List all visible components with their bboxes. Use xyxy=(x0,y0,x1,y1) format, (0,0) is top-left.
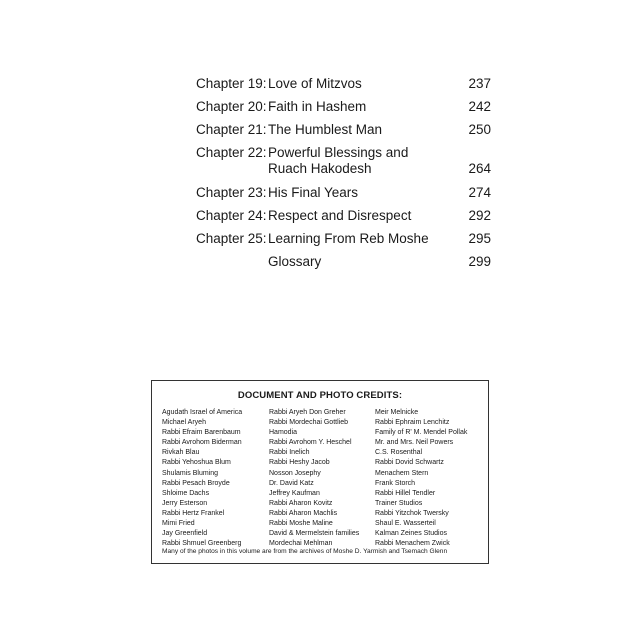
credit-name: Rabbi Aharon Machlis xyxy=(269,509,338,517)
photo-credits-box xyxy=(151,380,489,564)
credit-name: Rabbi Yitzchok Twersky xyxy=(375,509,449,517)
credit-name: Rabbi Yehoshua Blum xyxy=(162,459,231,467)
page-number: 250 xyxy=(468,122,491,137)
credit-name: Shaul E. Wasserteil xyxy=(375,520,436,528)
credit-name: Rabbi Ephraim Lenchitz xyxy=(375,419,450,427)
chapter-number: Chapter 25: xyxy=(196,231,267,246)
page-number: 295 xyxy=(468,231,491,246)
credits-heading: DOCUMENT AND PHOTO CREDITS: xyxy=(237,390,403,401)
credit-name: Rabbi Moshe Maline xyxy=(269,520,333,528)
credit-name: Menachem Stern xyxy=(375,469,429,477)
page-number: 299 xyxy=(468,254,491,269)
credit-name: C.S. Rosenthal xyxy=(375,449,423,457)
credit-name: Mimi Fried xyxy=(162,520,195,528)
credits-column-2 xyxy=(269,408,359,549)
chapter-title: Learning From Reb Moshe xyxy=(268,231,429,246)
credit-name: Shulamis Bluming xyxy=(162,469,219,477)
toc-entry-chapter-22 xyxy=(0,141,643,181)
credit-name: David & Mermelstein families xyxy=(269,530,360,538)
credit-name: Rabbi Inelich xyxy=(269,449,310,457)
chapter-title: Faith in Hashem xyxy=(268,99,367,114)
credit-name: Dr. David Katz xyxy=(269,479,314,487)
toc-entry-glossary xyxy=(0,250,643,273)
chapter-title: Glossary xyxy=(268,254,322,269)
page-number: 242 xyxy=(468,99,491,114)
credit-name: Rabbi Avrohom Biderman xyxy=(162,439,242,447)
credit-name: Family of R' M. Mendel Pollak xyxy=(375,429,468,437)
credit-name: Rabbi Heshy Jacob xyxy=(269,459,330,467)
credits-footnote: Many of the photos in this volume are from the archives of Moshe D. Yarmish and Tsemach Glenn xyxy=(162,548,448,555)
credit-name: Rabbi Aryeh Don Greher xyxy=(269,409,346,416)
chapter-number: Chapter 20: xyxy=(196,99,267,114)
credits-column-1 xyxy=(162,408,242,549)
chapter-title: Powerful Blessings and Ruach Hakodesh xyxy=(268,145,409,176)
credit-name: Rabbi Dovid Schwartz xyxy=(375,459,444,467)
credit-name: Kalman Zeines Studios xyxy=(375,530,447,538)
chapter-number: Chapter 23: xyxy=(196,185,267,200)
credit-name: Jay Greenfield xyxy=(162,530,208,538)
toc-entry-chapter-19 xyxy=(0,72,643,95)
credit-name: Agudath Israel of America xyxy=(162,409,243,416)
credit-name: Rabbi Mordechai Gottlieb xyxy=(269,419,348,427)
chapter-title: Respect and Disrespect xyxy=(268,208,412,223)
chapter-title: Love of Mitzvos xyxy=(268,76,362,91)
credit-name: Frank Storch xyxy=(375,479,416,487)
credit-name: Rabbi Menachem Zwick xyxy=(375,540,450,548)
page-number: 274 xyxy=(468,185,491,200)
toc-entry-chapter-24 xyxy=(0,204,643,227)
page-number: 237 xyxy=(468,76,491,91)
table-of-contents xyxy=(0,72,643,273)
page-number: 292 xyxy=(468,208,491,223)
credit-name: Hamodia xyxy=(269,429,298,437)
page-number: 264 xyxy=(468,161,491,176)
chapter-title: His Final Years xyxy=(268,185,359,200)
credit-name: Rabbi Aharon Kovitz xyxy=(269,499,333,507)
chapter-number: Chapter 19: xyxy=(196,76,267,91)
credit-name: Rabbi Hertz Frankel xyxy=(162,509,225,517)
chapter-number: Chapter 24: xyxy=(196,208,267,223)
chapter-number: Chapter 22: xyxy=(196,145,267,160)
credit-name: Jerry Esterson xyxy=(162,499,208,507)
credits-column-3 xyxy=(375,408,467,549)
credit-name: Rabbi Shmuel Greenberg xyxy=(162,540,242,548)
credit-name: Mr. and Mrs. Neil Powers xyxy=(375,439,454,447)
toc-entry-chapter-23 xyxy=(0,181,643,204)
toc-entry-chapter-20 xyxy=(0,95,643,118)
chapter-title: The Humblest Man xyxy=(268,122,383,137)
credit-name: Trainer Studios xyxy=(375,499,423,507)
chapter-number: Chapter 21: xyxy=(196,122,267,137)
credit-name: Rabbi Avrohom Y. Heschel xyxy=(269,439,352,447)
credit-name: Michael Aryeh xyxy=(162,419,206,427)
credit-name: Rabbi Efraim Barenbaum xyxy=(162,429,241,437)
credit-name: Jeffrey Kaufman xyxy=(269,489,320,497)
credit-name: Shloime Dachs xyxy=(162,489,210,497)
credit-name: Mordechai Mehlman xyxy=(269,540,333,548)
credit-name: Rabbi Pesach Broyde xyxy=(162,479,230,487)
toc-entry-chapter-21 xyxy=(0,118,643,141)
credit-name: Rabbi Hillel Tendler xyxy=(375,489,436,497)
toc-entry-chapter-25 xyxy=(0,227,643,250)
credit-name: Nosson Josephy xyxy=(269,469,321,477)
credit-name: Rivkah Blau xyxy=(162,449,200,457)
credit-name: Meir Melnicke xyxy=(375,409,419,416)
